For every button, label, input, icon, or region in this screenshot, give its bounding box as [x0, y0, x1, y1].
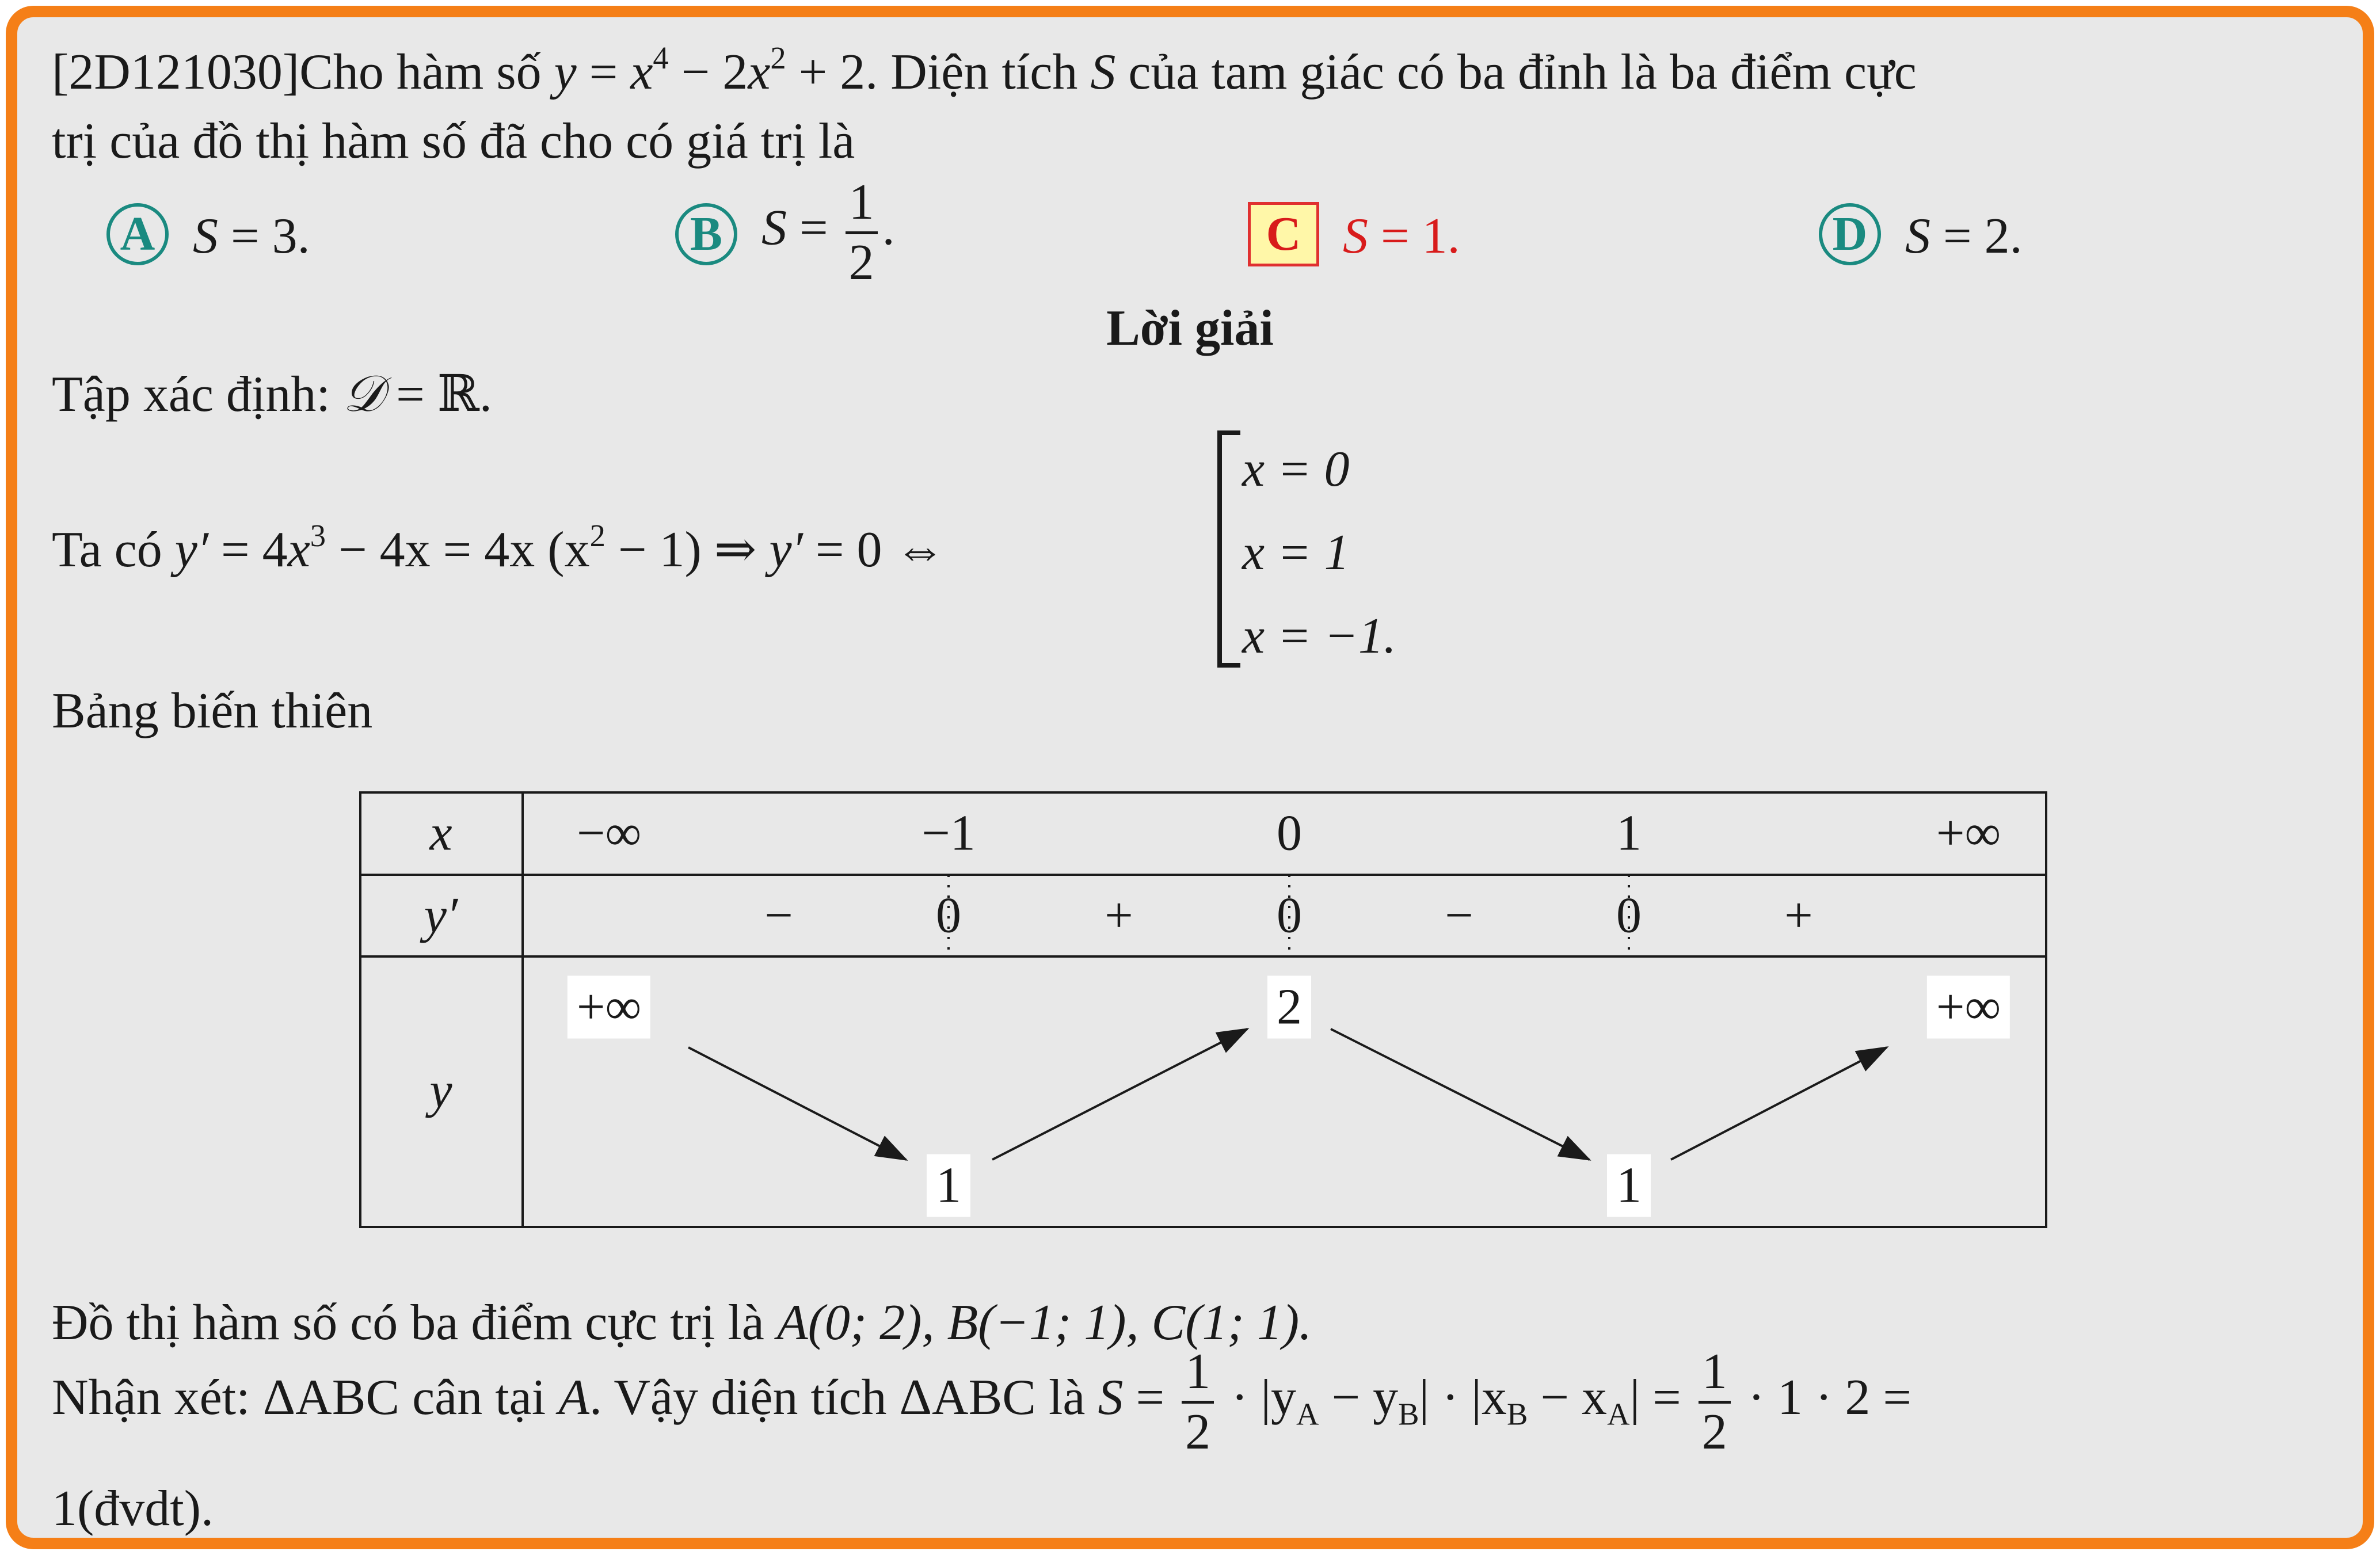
y-value: 1	[927, 1154, 970, 1217]
domain-line: Tập xác định: 𝒟 = ℝ.	[52, 367, 492, 422]
variation-table	[359, 791, 2047, 1234]
conclusion-line: Đồ thị hàm số có ba điểm cực trị là A(0; 2), B(−1; 1), C(1; 1).	[52, 1295, 1312, 1351]
arrow-increase-1	[992, 1029, 1247, 1160]
sign: −	[1445, 887, 1473, 944]
root-3: x = −1.	[1242, 608, 1396, 664]
arrow-increase-2	[1671, 1047, 1887, 1160]
zero-mark: 0	[1277, 887, 1302, 944]
problem-line-2: trị của đồ thị hàm số đã cho có giá trị là	[52, 113, 855, 169]
final-answer: 1(đvdt).	[52, 1481, 214, 1537]
y-value: +∞	[568, 976, 650, 1039]
sign: +	[1784, 887, 1813, 944]
option-a-badge[interactable]: A	[106, 203, 169, 265]
x-value: 1	[1616, 805, 1642, 862]
x-value: +∞	[1936, 805, 2001, 862]
zero-mark: 0	[1616, 887, 1642, 944]
option-a-text: = 3.	[218, 208, 310, 264]
option-b-badge[interactable]: B	[675, 203, 737, 265]
option-b-fraction: $\frac{1}{2}$	[846, 177, 878, 288]
option-c-text: = 1.	[1368, 208, 1460, 264]
row-label-y: y	[429, 1062, 452, 1119]
root-1: x = 0	[1242, 441, 1350, 497]
solution-heading: Lời giải	[1106, 300, 1274, 356]
row-label-x: x	[429, 805, 452, 862]
x-value: 0	[1277, 805, 1302, 862]
solution-card: [2D121030]Cho hàm số $y = x^4 - 2x^2 + 2$. Diện tích S của tam giác có ba đỉnh là ba điểm cực trị của đồ thị hàm số đã cho có giá trị là A S = 3. B S = $\frac{1}{2}$ . C S = 1. D S = 2. Lời giải Tập xác định: 𝒟 = ℝ. Ta có $y' = 4x^3 - 4x = 4x$ $(x^2 - 1)$ ⇒ y′ = 0 ⇔ x = 0 x = 1 x = −1. Bảng biến thiên x y′ y −∞ −1 0 1 +∞ − + − + 0 0 0 +∞ 1 2 1 +∞ Đồ thị hàm số có ba điểm cực trị là A(0; 2), B(−1; 1), C(1; 1). Nhận xét: ΔABC cân tại A. Vậy diện tích ΔABC là S = $\frac{1}{2}$ · $|y_A - y_B| \cdot |x_B - x_A|$ = $\frac{1}{2}$ · 1 · 2 = 1(đvdt).	[6, 6, 2374, 1549]
derivative-line: Ta có $y' = 4x^3 - 4x = 4x$ $(x^2 - 1)$ ⇒ y′ = 0 ⇔	[52, 518, 946, 578]
x-value: −1	[921, 805, 976, 862]
x-value: −∞	[576, 805, 642, 862]
y-value: 2	[1267, 976, 1311, 1039]
y-value: +∞	[1927, 976, 2010, 1039]
option-d-text: = 2.	[1930, 208, 2023, 264]
zero-mark: 0	[936, 887, 961, 944]
sign: −	[764, 887, 793, 944]
arrow-decrease-2	[1331, 1029, 1589, 1160]
sign: +	[1105, 887, 1133, 944]
table-label: Bảng biến thiên	[52, 683, 373, 739]
remark-line: Nhận xét: ΔABC cân tại A. Vậy diện tích ΔABC là S = $\frac{1}{2}$ · $|y_A - y_B| \cdot |x_B - x_A|$ = $\frac{1}{2}$ · 1 · 2 =	[52, 1344, 1911, 1460]
y-value: 1	[1607, 1154, 1651, 1217]
arrow-decrease-1	[688, 1047, 906, 1160]
option-d-badge[interactable]: D	[1819, 203, 1881, 265]
problem-line-1: [2D121030]Cho hàm số $y = x^4 - 2x^2 + 2$. Diện tích S của tam giác có ba đỉnh là ba điểm cực	[52, 40, 1917, 100]
system-bracket	[1217, 430, 1240, 668]
root-2: x = 1	[1242, 525, 1350, 581]
problem-code: [2D121030]	[52, 44, 300, 100]
option-c-badge[interactable]: C	[1248, 202, 1319, 266]
row-label-yprime: y′	[424, 887, 458, 944]
